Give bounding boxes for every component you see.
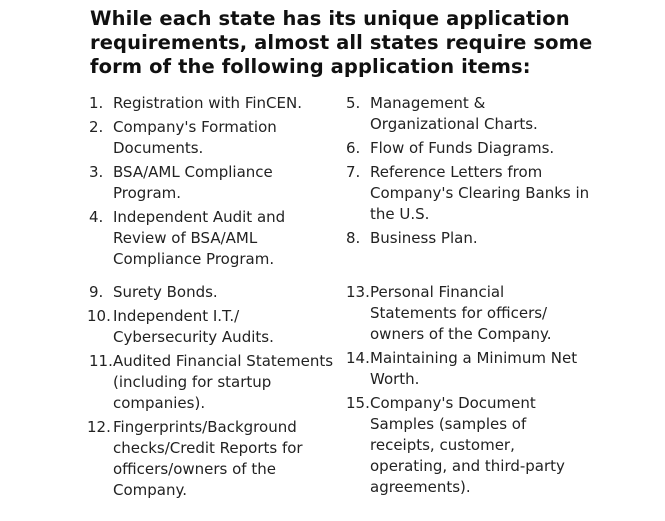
list-column-bottom-left bbox=[87, 282, 334, 504]
item-text: BSA/AML Compliance Program. bbox=[113, 163, 273, 202]
item-text: Flow of Funds Diagrams. bbox=[370, 139, 555, 157]
item-text: Fingerprints/Background checks/Credit Reports for officers/owners of the Company. bbox=[113, 418, 303, 499]
item-number: 10. bbox=[87, 307, 111, 325]
list-item bbox=[89, 93, 324, 114]
item-text: Company's Formation Documents. bbox=[113, 118, 277, 157]
list-item bbox=[346, 138, 601, 159]
item-number: 2. bbox=[89, 118, 104, 136]
item-number: 3. bbox=[89, 163, 104, 181]
list-item bbox=[346, 393, 570, 498]
item-number: 14. bbox=[346, 349, 370, 367]
list-item bbox=[89, 417, 343, 501]
list-item bbox=[346, 162, 610, 225]
item-text: Surety Bonds. bbox=[113, 283, 218, 301]
list-item bbox=[89, 117, 303, 159]
item-text: Maintaining a Minimum Net Worth. bbox=[370, 349, 578, 388]
list-column-top-left bbox=[89, 93, 324, 273]
list-item bbox=[89, 207, 318, 270]
item-text: Independent Audit and Review of BSA/AML Compliance Program. bbox=[113, 208, 286, 268]
item-number: 15. bbox=[346, 394, 370, 412]
item-text: Business Plan. bbox=[370, 229, 478, 247]
item-number: 1. bbox=[89, 94, 104, 112]
list-item bbox=[346, 282, 590, 345]
item-number: 7. bbox=[346, 163, 361, 181]
item-number: 5. bbox=[346, 94, 361, 112]
list-column-top-right bbox=[346, 93, 601, 252]
list-item bbox=[89, 162, 308, 204]
item-text: Company's Document Samples (samples of receipts, customer, operating, and third-party agreements). bbox=[370, 394, 565, 496]
item-text: Personal Financial Statements for officers/ owners of the Company. bbox=[370, 283, 552, 343]
list-item bbox=[89, 306, 308, 348]
list-item bbox=[346, 228, 601, 249]
item-number: 12. bbox=[87, 418, 111, 436]
list-item bbox=[89, 351, 343, 414]
item-text: Reference Letters from Company's Clearing Banks in the U.S. bbox=[370, 163, 590, 223]
item-number: 13. bbox=[346, 283, 370, 301]
item-number: 11. bbox=[89, 352, 113, 370]
page-heading: While each state has its unique application requirements, almost all states require some form of the following application items: bbox=[90, 7, 593, 78]
list-item bbox=[89, 282, 329, 303]
item-text: Registration with FinCEN. bbox=[113, 94, 302, 112]
item-text: Audited Financial Statements (including for startup companies). bbox=[113, 352, 334, 412]
list-item bbox=[346, 93, 560, 135]
item-number: 9. bbox=[89, 283, 104, 301]
item-number: 6. bbox=[346, 139, 361, 157]
item-text: Management & Organizational Charts. bbox=[370, 94, 538, 133]
list-column-bottom-right bbox=[346, 282, 601, 501]
list-item bbox=[346, 348, 610, 390]
item-text: Independent I.T./ Cybersecurity Audits. bbox=[113, 307, 274, 346]
item-number: 4. bbox=[89, 208, 104, 226]
item-number: 8. bbox=[346, 229, 361, 247]
